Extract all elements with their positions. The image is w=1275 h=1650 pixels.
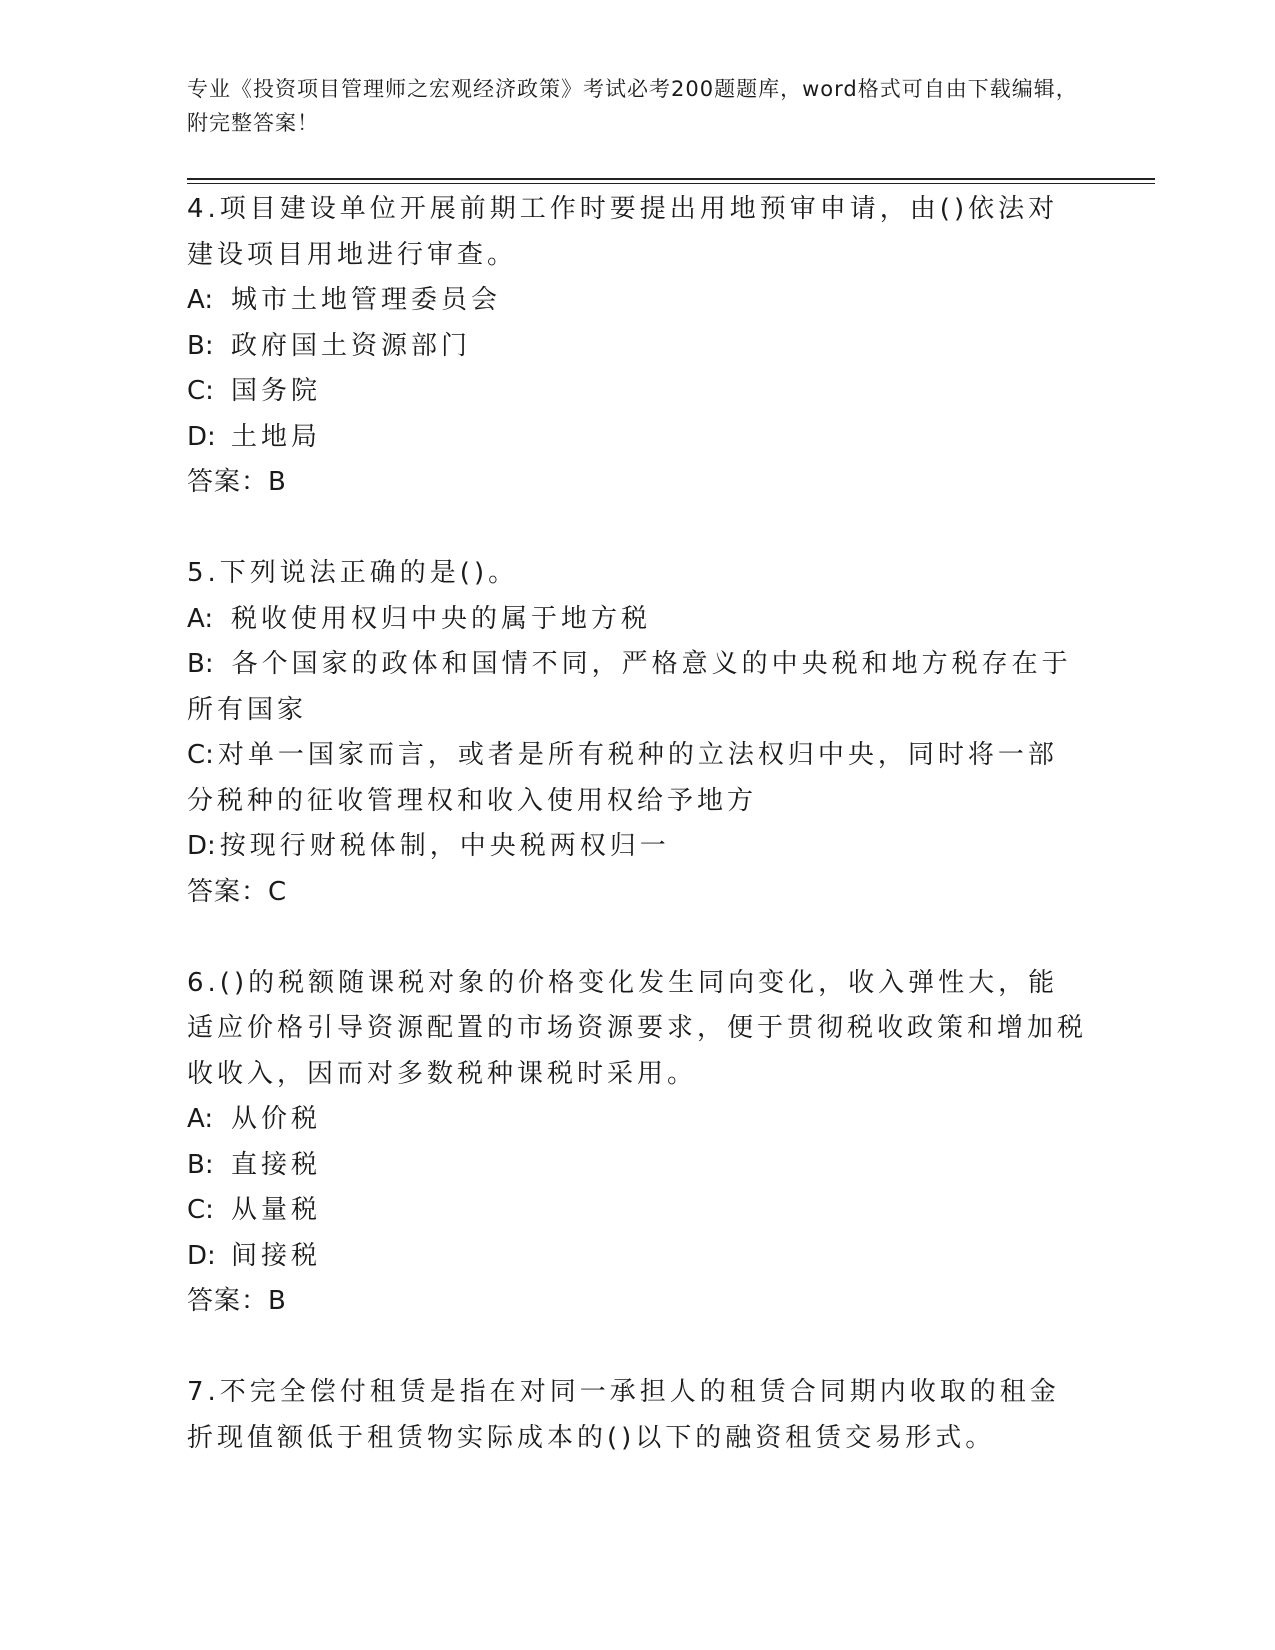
answer: 答案：C xyxy=(187,876,288,907)
option-letter: A: xyxy=(187,603,214,634)
question-stem: 7.不完全偿付租赁是指在对同一承担人的租赁合同期内收取的租金折现值额低于租赁物实际成本的()以下的融资租赁交易形式。 xyxy=(187,1377,1060,1453)
option-text: 从价税 xyxy=(231,1104,322,1134)
option-d xyxy=(187,1234,1087,1280)
question-5 xyxy=(187,551,1087,915)
question-4 xyxy=(187,187,1087,506)
option-text: 土地局 xyxy=(231,421,322,452)
option-b xyxy=(187,1143,1087,1189)
option-letter: D: xyxy=(187,831,216,861)
option-text: 国务院 xyxy=(231,376,322,406)
option-letter: C: xyxy=(187,1195,214,1225)
option-text: 直接税 xyxy=(231,1149,322,1180)
option-letter: C: xyxy=(187,376,214,406)
option-a xyxy=(187,1097,1087,1143)
option-letter: A: xyxy=(187,1104,214,1134)
option-letter: A: xyxy=(187,285,214,315)
option-text: 各个国家的政体和国情不同，严格意义的中央税和地方税存在于所有国家 xyxy=(187,649,1072,725)
header-rule-thick xyxy=(187,178,1155,180)
spacer xyxy=(187,1325,1087,1371)
option-letter: C: xyxy=(187,740,214,770)
option-text: 政府国土资源部门 xyxy=(231,330,472,361)
option-text: 城市土地管理委员会 xyxy=(231,285,502,315)
question-stem: 4.项目建设单位开展前期工作时要提出用地预审申请，由()依法对建设项目用地进行审查。 xyxy=(187,194,1059,270)
answer: 答案：B xyxy=(187,467,287,497)
option-text: 税收使用权归中央的属于地方税 xyxy=(231,603,652,634)
option-text: 间接税 xyxy=(231,1240,322,1271)
question-6 xyxy=(187,961,1087,1325)
question-7 xyxy=(187,1370,1087,1461)
option-b xyxy=(187,642,1087,733)
header-rule-thin xyxy=(187,183,1155,184)
question-list xyxy=(187,187,1087,1461)
option-text: 从量税 xyxy=(231,1195,322,1225)
option-text: 对单一国家而言，或者是所有税种的立法权归中央，同时将一部分税种的征收管理权和收入使用权给予地方 xyxy=(187,740,1058,816)
option-c xyxy=(187,369,1087,415)
option-letter: B: xyxy=(187,330,214,361)
spacer xyxy=(187,915,1087,961)
option-d xyxy=(187,415,1087,461)
option-letter: D: xyxy=(187,1240,216,1271)
option-c xyxy=(187,1188,1087,1234)
option-d xyxy=(187,824,1087,870)
option-letter: B: xyxy=(187,649,214,679)
header-title: 专业《投资项目管理师之宏观经济政策》考试必考200题题库，word格式可自由下载编辑，附完整答案！ xyxy=(187,77,1078,135)
question-stem: 5.下列说法正确的是()。 xyxy=(187,558,519,588)
question-stem: 6.()的税额随课税对象的价格变化发生同向变化，收入弹性大，能适应价格引导资源配置的市场资源要求，便于贯彻税收政策和增加税收收入，因而对多数税种课税时采用。 xyxy=(187,967,1088,1089)
option-b xyxy=(187,324,1087,370)
option-a xyxy=(187,278,1087,324)
answer: 答案：B xyxy=(187,1286,287,1316)
option-text: 按现行财税体制，中央税两权归一 xyxy=(219,831,670,861)
spacer xyxy=(187,506,1087,552)
option-c xyxy=(187,733,1087,824)
option-letter: D: xyxy=(187,421,216,452)
option-letter: B: xyxy=(187,1149,214,1180)
option-a xyxy=(187,597,1087,643)
document-header xyxy=(187,72,1087,140)
